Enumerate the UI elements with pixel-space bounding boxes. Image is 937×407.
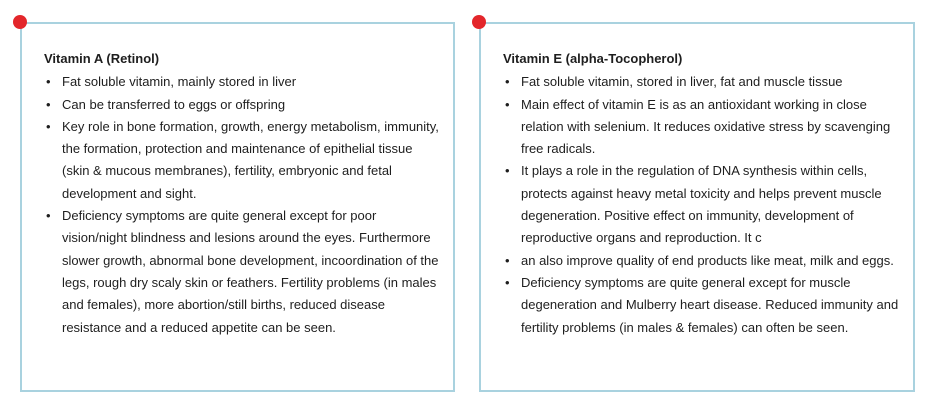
list-item bbox=[44, 116, 441, 205]
bullet-icon: • bbox=[505, 96, 510, 112]
list-item-text: Key role in bone formation, growth, energy metabolism, immunity, the formation, protection and maintenance of epithelial tissue (skin & mucous membranes), fertility, embryonic and fetal development and sight. bbox=[62, 118, 439, 201]
vitamin-e-content bbox=[503, 48, 903, 339]
list-item bbox=[503, 71, 903, 93]
vitamin-a-list bbox=[44, 71, 441, 339]
list-item-text: Deficiency symptoms are quite general except for muscle degeneration and Mulberry heart disease. Reduced immunity and fertility problems (in males & females) can often be seen. bbox=[521, 274, 899, 335]
list-item-text: Fat soluble vitamin, stored in liver, fat and muscle tissue bbox=[521, 74, 843, 90]
bullet-icon: • bbox=[46, 208, 51, 224]
red-marker-dot-icon bbox=[472, 15, 486, 29]
list-item-text: Can be transferred to eggs or offspring bbox=[62, 96, 286, 112]
bullet-icon: • bbox=[505, 163, 510, 179]
list-item bbox=[44, 205, 441, 339]
bullet-icon: • bbox=[46, 118, 51, 134]
list-item bbox=[503, 272, 903, 339]
vitamin-e-list bbox=[503, 71, 903, 339]
bullet-icon: • bbox=[46, 74, 51, 90]
bullet-icon: • bbox=[505, 74, 510, 90]
red-marker-dot-icon bbox=[13, 15, 27, 29]
vitamin-a-content bbox=[44, 48, 441, 339]
bullet-icon: • bbox=[505, 252, 510, 268]
list-item-text: an also improve quality of end products like meat, milk and eggs. bbox=[521, 252, 894, 268]
vitamin-a-card bbox=[20, 22, 455, 392]
vitamin-e-title: Vitamin E (alpha-Tocopherol) bbox=[503, 51, 683, 66]
vitamin-e-card bbox=[479, 22, 915, 392]
bullet-icon: • bbox=[505, 274, 510, 290]
list-item bbox=[503, 250, 903, 272]
list-item bbox=[44, 94, 441, 116]
vitamin-a-title: Vitamin A (Retinol) bbox=[44, 51, 160, 66]
list-item-text: Main effect of vitamin E is as an antioxidant working in close relation with selenium. It reduces oxidative stress by scavenging free radicals. bbox=[521, 96, 891, 157]
bullet-icon: • bbox=[46, 96, 51, 112]
list-item-text: Fat soluble vitamin, mainly stored in liver bbox=[62, 74, 297, 90]
list-item bbox=[44, 71, 441, 93]
list-item-text: Deficiency symptoms are quite general except for poor vision/night blindness and lesions around the eyes. Furthermore slower growth, abnormal bone development, incoordination of the legs, rough dry scaly skin or feathers. Fertility problems (in males and females), more abortion/still births, reduced disease resistance and a reduced appetite can be seen. bbox=[62, 208, 439, 335]
list-item bbox=[503, 94, 903, 161]
list-item bbox=[503, 160, 903, 249]
list-item-text: It plays a role in the regulation of DNA synthesis within cells, protects against heavy metal toxicity and helps prevent muscle degeneration. Positive effect on immunity, development of reproductive organs and reproduction. It c bbox=[521, 163, 882, 246]
